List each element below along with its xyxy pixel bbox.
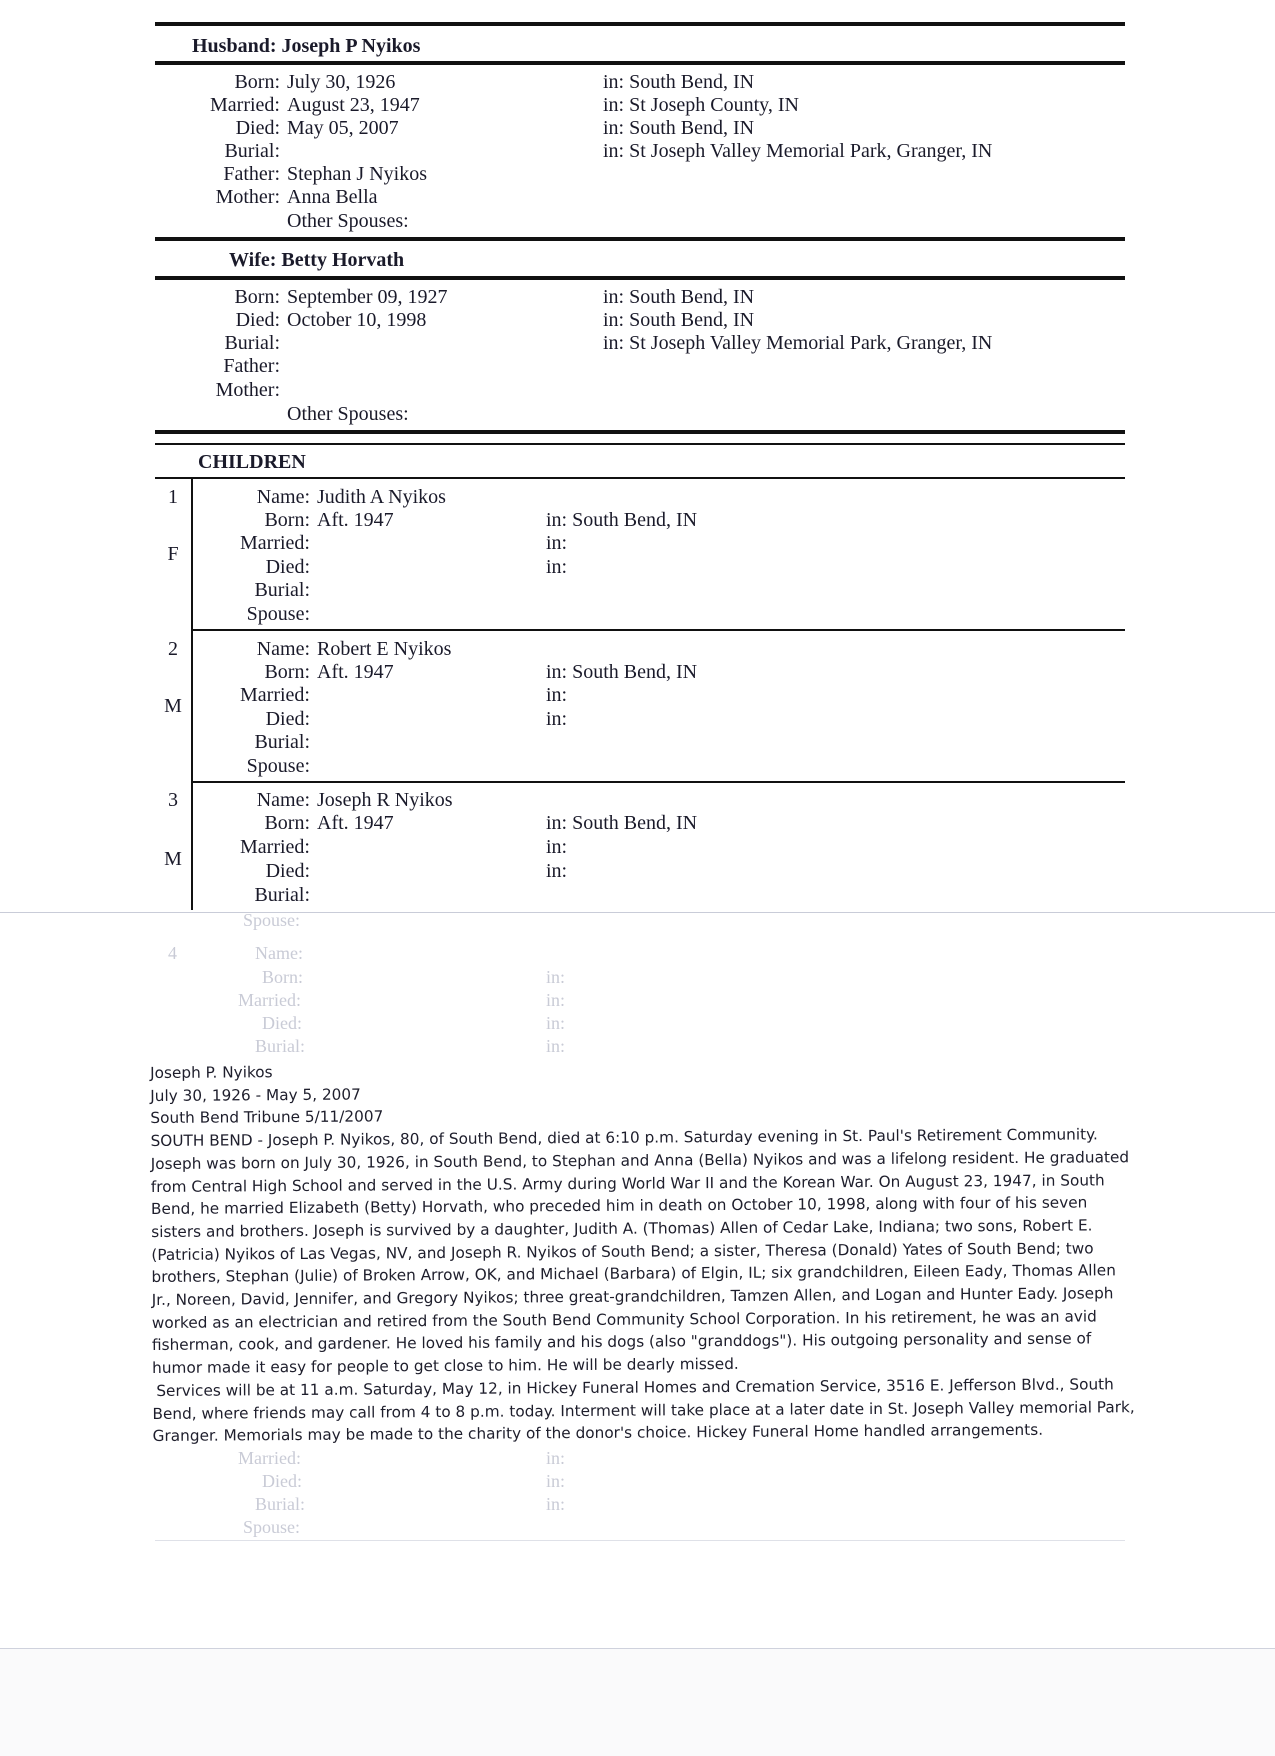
child-3-married-label: Married: <box>240 836 310 858</box>
husband-top-rule <box>155 22 1125 26</box>
child-1-name-label: Name: <box>256 486 310 508</box>
husband-married-value: August 23, 1947 <box>287 94 420 116</box>
child-2-name: Robert E Nyikos <box>317 638 452 660</box>
wife-died-place: in: South Bend, IN <box>603 309 755 331</box>
husband-married-label: Married: <box>210 94 280 116</box>
wife-died-value: October 10, 1998 <box>287 309 427 331</box>
child-1-name: Judith A Nyikos <box>317 486 446 508</box>
child-1-divider <box>191 629 1125 631</box>
wife-name: Betty Horvath <box>281 249 405 271</box>
obituary-paragraph-1: SOUTH BEND - Joseph P. Nyikos, 80, of South Bend, died at 6:10 p.m. Saturday evening in St. Paul's Retirement Community. Joseph was born on July 30, 1926, in South Bend, to Stephan and Anna (Bella) Nyikos and was a lifelong resident. He graduated from Central High School and served in the U.S. Army during World War II and the Korean War. On August 23, 1947, in South Bend, he married Elizabeth (Betty) Horvath, who preceded him in death on October 10, 1998, along with four of his seven sisters and brothers. Joseph is survived by a daughter, Judith A. (Thomas) Allen of Cedar Lake, Indiana; two sons, Robert E. (Patricia) Nyikos of Las Vegas, NV, and Joseph R. Nyikos of South Bend; a sister, Theresa (Donald) Yates of South Bend; two brothers, Stephan (Julie) of Broken Arrow, OK, and Michael (Barbara) of Elgin, IL; six grandchildren, Eileen Eady, Thomas Allen Jr., Noreen, David, Jennifer, and Gregory Nyikos; three great-grandchildren, Tamzen Allen, and Logan and Hunter Eady. Joseph worked as an electrician and retired from the South Bend Community School Corporation. In his retirement, he was an avid fisherman, cook, and gardener. He loved his family and his dogs (also "granddogs"). His outgoing personality and sense of humor made it easy for people to get close to him. He will be dearly missed. <box>150 1125 1130 1378</box>
scan-bottom-edge <box>0 1648 1275 1756</box>
wife-born-value: September 09, 1927 <box>287 286 448 308</box>
obituary-name: Joseph P. Nyikos <box>150 1063 273 1082</box>
ghost-in-6: in: <box>546 1471 566 1491</box>
child-3-sex: M <box>164 848 182 870</box>
child-3-born-place: in: South Bend, IN <box>546 812 698 834</box>
ghost-died: Died: <box>262 1013 302 1033</box>
ghost-in-7: in: <box>546 1494 566 1514</box>
wife-top-rule <box>155 237 1125 241</box>
child-1-died-place: in: <box>546 556 568 578</box>
husband-born-label: Born: <box>234 71 280 93</box>
ghost-married: Married: <box>238 990 301 1010</box>
child-1-born-label: Born: <box>264 509 310 531</box>
child-1-burial-label: Burial: <box>254 579 310 601</box>
obituary-dates: July 30, 1926 - May 5, 2007 <box>150 1085 361 1105</box>
ghost-in-1: in: <box>546 967 566 987</box>
ghost-spouse-lower: Spouse: <box>243 1517 301 1537</box>
wife-born-place: in: South Bend, IN <box>603 286 755 308</box>
ghost-burial-lower: Burial: <box>255 1494 305 1514</box>
husband-mother-label: Mother: <box>215 186 280 208</box>
wife-died-label: Died: <box>235 309 280 331</box>
ghost-in-3: in: <box>546 1013 566 1033</box>
husband-married-place: in: St Joseph County, IN <box>603 94 799 116</box>
ghost-in-4: in: <box>546 1036 566 1056</box>
husband-died-place: in: South Bend, IN <box>603 117 755 139</box>
child-1-spouse-label: Spouse: <box>246 603 310 625</box>
child-1-married-place: in: <box>546 532 568 554</box>
ghost-spouse: Spouse: <box>243 910 301 930</box>
husband-bottom-rule <box>155 61 1125 65</box>
wife-burial-label: Burial: <box>224 332 280 354</box>
child-2-born-place: in: South Bend, IN <box>546 661 698 683</box>
child-1-married-label: Married: <box>240 532 310 554</box>
husband-heading-label: Husband: <box>192 35 277 57</box>
child-3-died-place: in: <box>546 860 568 882</box>
husband-died-label: Died: <box>235 117 280 139</box>
husband-burial-place: in: St Joseph Valley Memorial Park, Granger, IN <box>603 140 993 162</box>
wife-mother-label: Mother: <box>215 379 280 401</box>
wife-burial-place: in: St Joseph Valley Memorial Park, Granger, IN <box>603 332 993 354</box>
child-3-burial-label: Burial: <box>254 884 310 906</box>
child-1-died-label: Died: <box>265 556 310 578</box>
child-2-died-label: Died: <box>265 708 310 730</box>
husband-born-place: in: South Bend, IN <box>603 71 755 93</box>
obituary-text <box>150 1055 1138 1448</box>
child-3-name-label: Name: <box>256 789 310 811</box>
husband-name: Joseph P Nyikos <box>281 35 421 57</box>
child-3-died-label: Died: <box>265 860 310 882</box>
paper-overlay-edge <box>0 912 1275 913</box>
husband-heading <box>192 35 420 58</box>
husband-born-value: July 30, 1926 <box>287 71 396 93</box>
wife-father-label: Father: <box>223 355 280 377</box>
wife-heading <box>229 249 404 272</box>
ghost-in-2: in: <box>546 990 566 1010</box>
husband-mother-value: Anna Bella <box>287 186 378 208</box>
child-2-divider <box>191 781 1125 783</box>
ghost-born: Born: <box>262 967 304 987</box>
child-2-married-label: Married: <box>240 684 310 706</box>
child-2-burial-label: Burial: <box>254 731 310 753</box>
husband-father-value: Stephan J Nyikos <box>287 163 427 185</box>
wife-heading-label: Wife: <box>229 249 277 271</box>
child-2-born: Aft. 1947 <box>317 661 394 683</box>
husband-died-value: May 05, 2007 <box>287 117 399 139</box>
child-3-number: 3 <box>168 789 178 811</box>
child-1-born: Aft. 1947 <box>317 509 394 531</box>
children-heading-rule <box>155 477 1125 479</box>
children-top-rule-1 <box>155 430 1125 434</box>
wife-bottom-rule <box>155 276 1125 280</box>
wife-born-label: Born: <box>234 286 280 308</box>
ghost-in-5: in: <box>546 1448 566 1468</box>
husband-other-spouses-label: Other Spouses: <box>287 210 409 232</box>
child-1-born-place: in: South Bend, IN <box>546 509 698 531</box>
ghost-died-lower: Died: <box>262 1471 302 1491</box>
child-2-died-place: in: <box>546 708 568 730</box>
child-2-spouse-label: Spouse: <box>246 755 310 777</box>
child-2-sex: M <box>164 695 182 717</box>
child-1-sex: F <box>167 543 179 565</box>
child-3-born-label: Born: <box>264 812 310 834</box>
obituary-paragraph-2: Services will be at 11 a.m. Saturday, May 12, in Hickey Funeral Homes and Cremation Service, 3516 E. Jefferson Blvd., South Bend, where friends may call from 4 to 8 p.m. today. Interment will take place at a later date in St. Joseph Valley memorial Park, Granger. Memorials may be made to the charity of the donor's choice. Hickey Funeral Home handled arrangements. <box>152 1375 1135 1446</box>
ghost-burial: Burial: <box>255 1036 305 1056</box>
ghost-name: Name: <box>255 943 303 963</box>
child-3-born: Aft. 1947 <box>317 812 394 834</box>
ghost-married-lower: Married: <box>238 1448 301 1468</box>
child-3-married-place: in: <box>546 836 568 858</box>
wife-other-spouses-label: Other Spouses: <box>287 403 409 425</box>
husband-father-label: Father: <box>223 163 280 185</box>
obituary-source: South Bend Tribune 5/11/2007 <box>150 1107 384 1128</box>
child-2-born-label: Born: <box>264 661 310 683</box>
child-2-married-place: in: <box>546 684 568 706</box>
husband-burial-label: Burial: <box>224 140 280 162</box>
child-2-number: 2 <box>168 638 178 660</box>
children-heading: CHILDREN <box>198 451 306 473</box>
child-3-name: Joseph R Nyikos <box>317 789 453 811</box>
child-2-name-label: Name: <box>256 638 310 660</box>
child-1-number: 1 <box>168 486 178 508</box>
ghost-rule <box>155 1540 1125 1541</box>
ghost-num-4: 4 <box>168 943 177 963</box>
children-top-rule-2 <box>155 443 1125 445</box>
